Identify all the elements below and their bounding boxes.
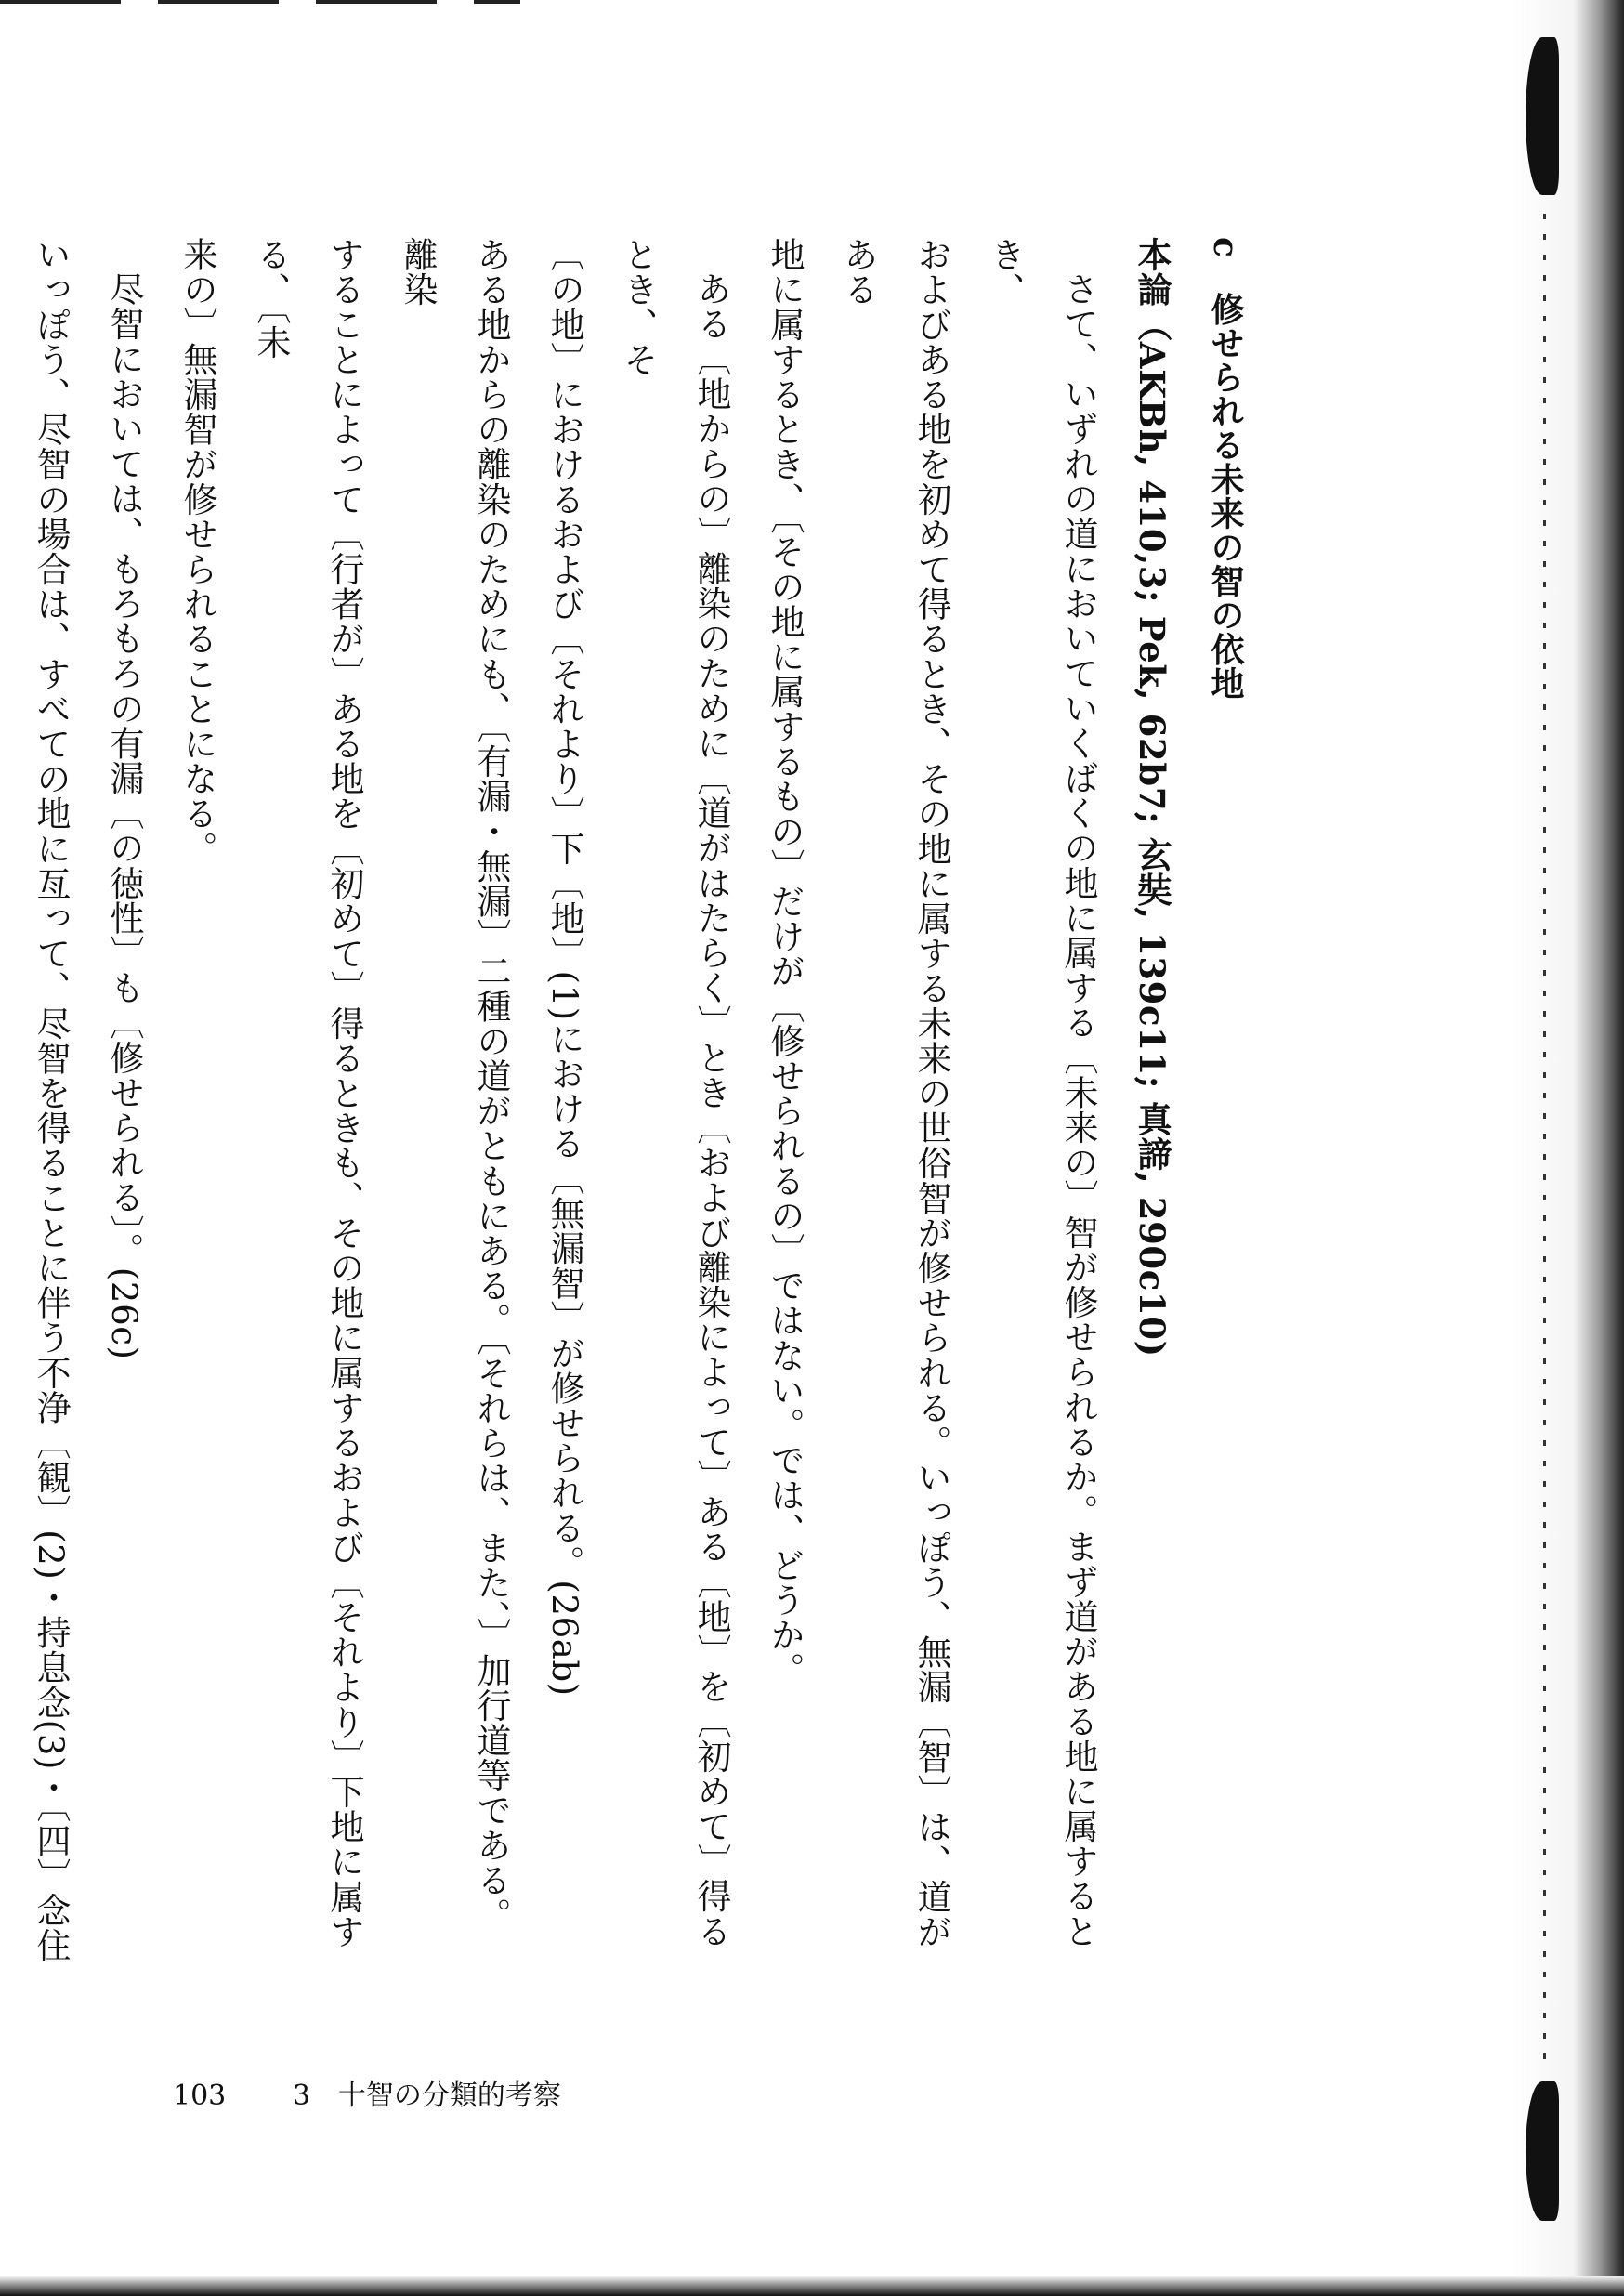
text-line: およびある地を初めて得るとき、その地に属する未来の世俗智が修せられる。いっぽう、無漏〔智〕は、道がある (838, 237, 951, 1949)
text-line: ある〔地からの〕離染のために〔道がはたらく〕とき〔および離染によって〕ある〔地〕を〔初めて〕得るとき、そ (618, 237, 731, 1948)
text-line: さて、いずれの道においていくばくの地に属する〔未来の〕智が修せられるか。まず道がある地に属するとき、 (985, 237, 1098, 1948)
body-text (0, 237, 1115, 1965)
page-footer (173, 2072, 561, 2113)
page-number: 103 (173, 2080, 227, 2112)
spine-binding-mark (1526, 2081, 1559, 2221)
section-heading: c 修せられる未来の智の依地 (1206, 237, 1245, 701)
text-line: 地に属するとき、〔その地に属するもの〕だけが〔修せられるの〕ではない。では、どうか。 (765, 237, 805, 1687)
text-line: いっぽう、尽智の場合は、すべての地に亙って、尽智を得ることに伴う不浄〔観〕(2)・持息念(3)・〔四〕念住 (31, 237, 71, 1963)
text-line: することによって〔行者が〕ある地を〔初めて〕得るときも、その地に属するおよび〔それより〕下地に属する、〔未 (251, 237, 364, 1949)
running-footer-title: 3 十智の分類的考察 (292, 2080, 561, 2112)
scan-edge-top (0, 0, 520, 4)
spine-page-edge (1543, 214, 1546, 2072)
text-line: 来の〕無漏智が修せられることになる。 (177, 237, 217, 866)
book-spine-shadow (1513, 0, 1624, 2296)
text-line: 〔の地〕におけるおよび〔それより〕下〔地〕(1)における〔無漏智〕が修せられる。(26ab) (544, 237, 584, 1697)
vertical-text-block (31, 237, 1290, 1965)
scan-edge-bottom (0, 2276, 1624, 2296)
text-line: 尽智においては、もろもろの有漏〔の徳性〕も〔修せられる〕。(26c) (104, 271, 144, 1360)
source-reference: 本論（AKBh, 410,3; Pek, 62b7; 玄奘, 139c11; 真諦, 290c10) (1132, 237, 1172, 1358)
text-line: ある地からの離染のためにも、〔有漏・無漏〕二種の道がともにある。〔それらは、また、〕加行道等である。離染 (398, 237, 511, 1933)
spine-binding-mark (1526, 37, 1559, 195)
